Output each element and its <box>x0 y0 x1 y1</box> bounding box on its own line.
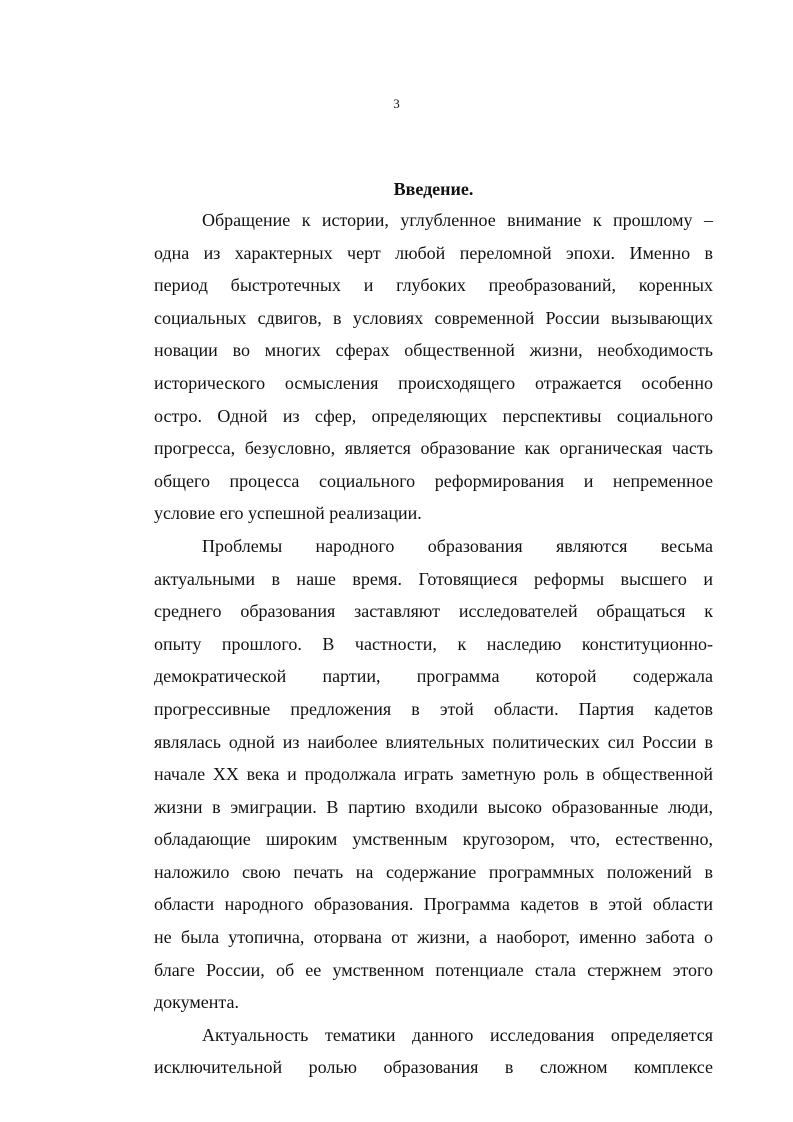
text-line: области народного образования. Программа кадетов в этой области <box>154 894 713 915</box>
text-line: Актуальность тематики данного исследования определяется <box>202 1024 713 1045</box>
text-line: жизни в эмиграции. В партию входили высоко образованные люди, <box>154 796 713 817</box>
text-line: обладающие широким умственным кругозором, что, естественно, <box>154 829 713 850</box>
text-line: социальных сдвигов, в условиях современной России вызывающих <box>154 307 713 328</box>
text-line: начале XX века и продолжала играть заметную роль в общественной <box>154 764 713 785</box>
text-line: не была утопична, оторвана от жизни, а наоборот, именно забота о <box>154 927 713 948</box>
text-line: исключительной ролью образования в сложном комплексе <box>154 1057 713 1078</box>
section-heading: Введение. <box>393 179 474 199</box>
text-line: наложило свою печать на содержание программных положений в <box>154 861 713 882</box>
text-line: опыту прошлого. В частности, к наследию конституционно- <box>154 633 713 654</box>
text-line: период быстротечных и глубоких преобразований, коренных <box>154 275 713 296</box>
text-line: общего процесса социального реформирования и непременное <box>154 470 713 491</box>
text-line: актуальными в наше время. Готовящиеся реформы высшего и <box>154 568 713 589</box>
text-line: условие его успешной реализации. <box>154 503 422 524</box>
text-line: прогрессивные предложения в этой области. Партия кадетов <box>154 698 713 719</box>
body-text <box>154 204 713 1084</box>
text-line: являлась одной из наиболее влиятельных политических сил России в <box>154 731 713 752</box>
text-line: среднего образования заставляют исследователей обращаться к <box>154 601 713 622</box>
text-line: Обращение к истории, углубленное внимание к прошлому – <box>202 210 713 230</box>
text-line: исторического осмысления происходящего отражается особенно <box>154 372 713 393</box>
text-line: документа. <box>154 992 239 1013</box>
text-line: демократической партии, программа которой содержала <box>154 666 713 687</box>
text-line: Проблемы народного образования являются весьма <box>202 535 713 556</box>
text-line: прогресса, безусловно, является образование как органическая часть <box>154 438 713 459</box>
text-line: остро. Одной из сфер, определяющих перспективы социального <box>154 405 713 426</box>
text-line: одна из характерных черт любой переломной эпохи. Именно в <box>154 242 713 263</box>
page-number: 3 <box>393 96 400 111</box>
text-line: новации во многих сферах общественной жизни, необходимость <box>154 340 713 361</box>
text-line: благе России, об ее умственном потенциале стала стержнем этого <box>154 959 713 980</box>
